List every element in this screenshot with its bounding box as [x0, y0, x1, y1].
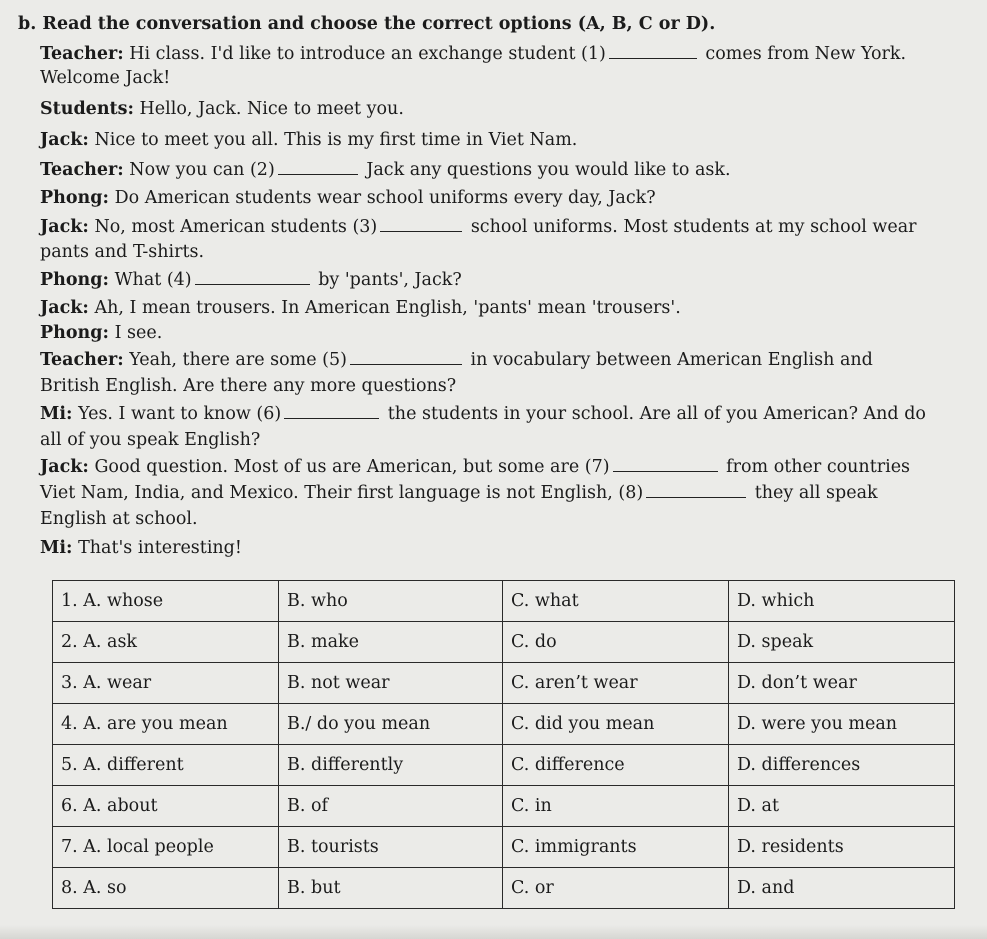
line-11 — [40, 321, 162, 345]
table-row — [53, 663, 955, 704]
option-cell[interactable]: 8. A. so — [53, 868, 279, 909]
text: Viet Nam, India, and Mexico. Their first language is not English, (8) — [40, 483, 644, 503]
text: Nice to meet you all. This is my first time in Viet Nam. — [94, 130, 578, 150]
table-row — [53, 622, 955, 663]
option-cell[interactable]: 4. A. are you mean — [53, 704, 279, 745]
line-14 — [40, 402, 926, 426]
option-cell[interactable]: B. make — [279, 622, 503, 663]
table-row — [53, 786, 955, 827]
line-15 — [40, 428, 260, 452]
text: English at school. — [40, 509, 198, 529]
option-cell[interactable]: D. residents — [729, 827, 955, 868]
text: pants and T-shirts. — [40, 242, 205, 262]
speaker: Phong: — [40, 323, 109, 343]
option-cell[interactable]: D. speak — [729, 622, 955, 663]
option-cell[interactable]: D. at — [729, 786, 955, 827]
text: comes from New York. — [705, 44, 907, 64]
text: Welcome Jack! — [40, 68, 171, 88]
text: by 'pants', Jack? — [318, 270, 462, 290]
speaker: Students: — [40, 99, 134, 119]
table-row — [53, 581, 955, 622]
speaker: Jack: — [40, 457, 89, 477]
text: from other countries — [726, 457, 911, 477]
blank-7[interactable] — [613, 455, 718, 472]
speaker: Mi: — [40, 538, 73, 558]
text: they all speak — [754, 483, 878, 503]
text: Yes. I want to know (6) — [78, 404, 282, 424]
line-3 — [40, 97, 404, 121]
table-row — [53, 827, 955, 868]
table-row — [53, 745, 955, 786]
blank-1[interactable] — [609, 42, 697, 59]
speaker: Teacher: — [40, 44, 124, 64]
option-cell[interactable]: 1. A. whose — [53, 581, 279, 622]
line-8 — [40, 240, 204, 264]
text: Hello, Jack. Nice to meet you. — [139, 99, 404, 119]
text: Now you can (2) — [129, 160, 275, 180]
speaker: Jack: — [40, 130, 89, 150]
line-17 — [40, 481, 878, 505]
option-cell[interactable]: C. aren’t wear — [503, 663, 729, 704]
line-10 — [40, 296, 681, 320]
line-13 — [40, 374, 456, 398]
option-cell[interactable]: C. in — [503, 786, 729, 827]
option-cell[interactable]: B. not wear — [279, 663, 503, 704]
line-12 — [40, 348, 873, 372]
speaker: Jack: — [40, 217, 89, 237]
option-cell[interactable]: 6. A. about — [53, 786, 279, 827]
text: Ah, I mean trousers. In American English, 'pants' mean 'trousers'. — [94, 298, 681, 318]
text: all of you speak English? — [40, 430, 261, 450]
page-bottom-edge — [0, 925, 987, 939]
blank-2[interactable] — [278, 158, 358, 175]
blank-6[interactable] — [284, 402, 379, 419]
line-6 — [40, 186, 656, 210]
line-19 — [40, 536, 242, 560]
option-cell[interactable]: C. do — [503, 622, 729, 663]
option-cell[interactable]: B. who — [279, 581, 503, 622]
text: That's interesting! — [78, 538, 242, 558]
option-cell[interactable]: 3. A. wear — [53, 663, 279, 704]
text: the students in your school. Are all of you American? And do — [387, 404, 926, 424]
exercise-heading: b. Read the conversation and choose the correct options (A, B, C or D). — [18, 14, 716, 34]
line-4 — [40, 128, 577, 152]
line-16 — [40, 455, 910, 479]
blank-8[interactable] — [646, 481, 746, 498]
text: in vocabulary between American English and — [470, 350, 873, 370]
option-cell[interactable]: C. what — [503, 581, 729, 622]
options-table — [52, 580, 955, 909]
line-2 — [40, 66, 170, 90]
text: What (4) — [114, 270, 192, 290]
option-cell[interactable]: B. tourists — [279, 827, 503, 868]
option-cell[interactable]: 5. A. different — [53, 745, 279, 786]
line-5 — [40, 158, 731, 182]
speaker: Jack: — [40, 298, 89, 318]
text: Jack any questions you would like to ask. — [366, 160, 731, 180]
text: Hi class. I'd like to introduce an exchange student (1) — [129, 44, 606, 64]
option-cell[interactable]: D. and — [729, 868, 955, 909]
table-row — [53, 704, 955, 745]
option-cell[interactable]: C. did you mean — [503, 704, 729, 745]
speaker: Teacher: — [40, 350, 124, 370]
text: British English. Are there any more questions? — [40, 376, 457, 396]
blank-5[interactable] — [350, 348, 462, 365]
line-9 — [40, 268, 462, 292]
option-cell[interactable]: D. which — [729, 581, 955, 622]
text: Good question. Most of us are American, but some are (7) — [94, 457, 610, 477]
speaker: Phong: — [40, 188, 109, 208]
option-cell[interactable]: B. differently — [279, 745, 503, 786]
text: school uniforms. Most students at my school wear — [470, 217, 917, 237]
text: Do American students wear school uniforms every day, Jack? — [114, 188, 656, 208]
option-cell[interactable]: D. differences — [729, 745, 955, 786]
text: I see. — [114, 323, 163, 343]
option-cell[interactable]: C. difference — [503, 745, 729, 786]
option-cell[interactable]: D. were you mean — [729, 704, 955, 745]
blank-4[interactable] — [195, 268, 310, 285]
speaker: Teacher: — [40, 160, 124, 180]
option-cell[interactable]: 7. A. local people — [53, 827, 279, 868]
table-row — [53, 868, 955, 909]
option-cell[interactable]: 2. A. ask — [53, 622, 279, 663]
line-18 — [40, 507, 198, 531]
line-7 — [40, 215, 917, 239]
text: No, most American students (3) — [94, 217, 378, 237]
option-cell[interactable]: C. or — [503, 868, 729, 909]
text: Yeah, there are some (5) — [129, 350, 347, 370]
option-cell[interactable]: B. but — [279, 868, 503, 909]
option-cell[interactable]: C. immigrants — [503, 827, 729, 868]
blank-3[interactable] — [380, 215, 462, 232]
option-cell[interactable]: B. of — [279, 786, 503, 827]
speaker: Mi: — [40, 404, 73, 424]
option-cell[interactable]: B./ do you mean — [279, 704, 503, 745]
speaker: Phong: — [40, 270, 109, 290]
line-1 — [40, 42, 906, 66]
option-cell[interactable]: D. don’t wear — [729, 663, 955, 704]
